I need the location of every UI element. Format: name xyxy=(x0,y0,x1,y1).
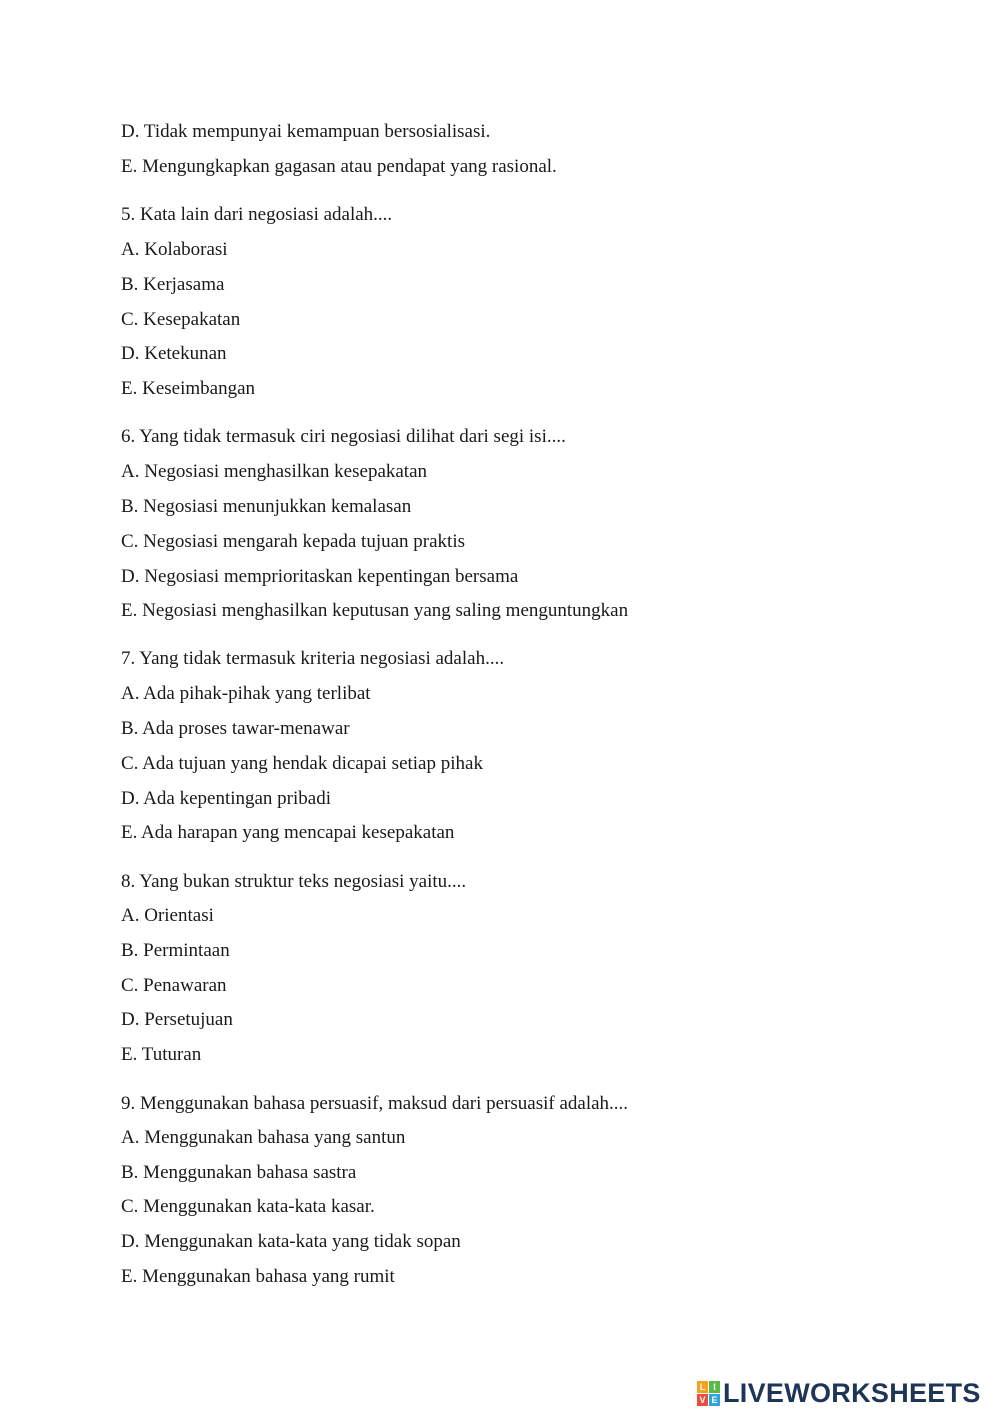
option-6d: D. Negosiasi memprioritaskan kepentingan bersama xyxy=(121,566,519,587)
logo-tile-i: I xyxy=(709,1381,720,1393)
option-8c: C. Penawaran xyxy=(121,975,227,996)
option-7d: D. Ada kepentingan pribadi xyxy=(121,788,332,809)
option-8a: A. Orientasi xyxy=(121,905,214,926)
option-5b: B. Kerjasama xyxy=(121,274,225,295)
option-5a: A. Kolaborasi xyxy=(121,239,228,260)
option-7e: E. Ada harapan yang mencapai kesepakatan xyxy=(121,822,455,843)
option-4e: E. Mengungkapkan gagasan atau pendapat yang rasional. xyxy=(121,156,557,177)
option-7b: B. Ada proses tawar-menawar xyxy=(121,718,350,739)
option-6b: B. Negosiasi menunjukkan kemalasan xyxy=(121,496,412,517)
option-6c: C. Negosiasi mengarah kepada tujuan praktis xyxy=(121,531,466,552)
option-8b: B. Permintaan xyxy=(121,940,230,961)
option-9d: D. Menggunakan kata-kata yang tidak sopan xyxy=(121,1231,461,1252)
logo-tile-l: L xyxy=(697,1381,708,1393)
option-9c: C. Menggunakan kata-kata kasar. xyxy=(121,1196,375,1217)
liveworksheets-wordmark: LIVEWORKSHEETS xyxy=(723,1378,981,1408)
option-5c: C. Kesepakatan xyxy=(121,309,241,330)
logo-tile-v: V xyxy=(697,1394,708,1406)
option-9a: A. Menggunakan bahasa yang santun xyxy=(121,1127,406,1148)
logo-tile-e: E xyxy=(709,1394,720,1406)
option-6e: E. Negosiasi menghasilkan keputusan yang saling menguntungkan xyxy=(121,600,629,621)
question-7: 7. Yang tidak termasuk kriteria negosiasi adalah.... xyxy=(121,648,505,669)
option-8e: E. Tuturan xyxy=(121,1044,202,1065)
option-6a: A. Negosiasi menghasilkan kesepakatan xyxy=(121,461,428,482)
option-8d: D. Persetujuan xyxy=(121,1009,233,1030)
liveworksheets-logo-icon xyxy=(697,1381,720,1406)
option-9e: E. Menggunakan bahasa yang rumit xyxy=(121,1266,395,1287)
option-7a: A. Ada pihak-pihak yang terlibat xyxy=(121,683,371,704)
option-5e: E. Keseimbangan xyxy=(121,378,256,399)
question-5: 5. Kata lain dari negosiasi adalah.... xyxy=(121,204,393,225)
liveworksheets-watermark xyxy=(697,1378,981,1408)
option-9b: B. Menggunakan bahasa sastra xyxy=(121,1162,357,1183)
question-8: 8. Yang bukan struktur teks negosiasi yaitu.... xyxy=(121,871,467,892)
question-9: 9. Menggunakan bahasa persuasif, maksud dari persuasif adalah.... xyxy=(121,1093,629,1114)
option-4d: D. Tidak mempunyai kemampuan bersosialisasi. xyxy=(121,121,491,142)
question-6: 6. Yang tidak termasuk ciri negosiasi dilihat dari segi isi.... xyxy=(121,426,566,447)
option-5d: D. Ketekunan xyxy=(121,343,227,364)
option-7c: C. Ada tujuan yang hendak dicapai setiap pihak xyxy=(121,753,483,774)
